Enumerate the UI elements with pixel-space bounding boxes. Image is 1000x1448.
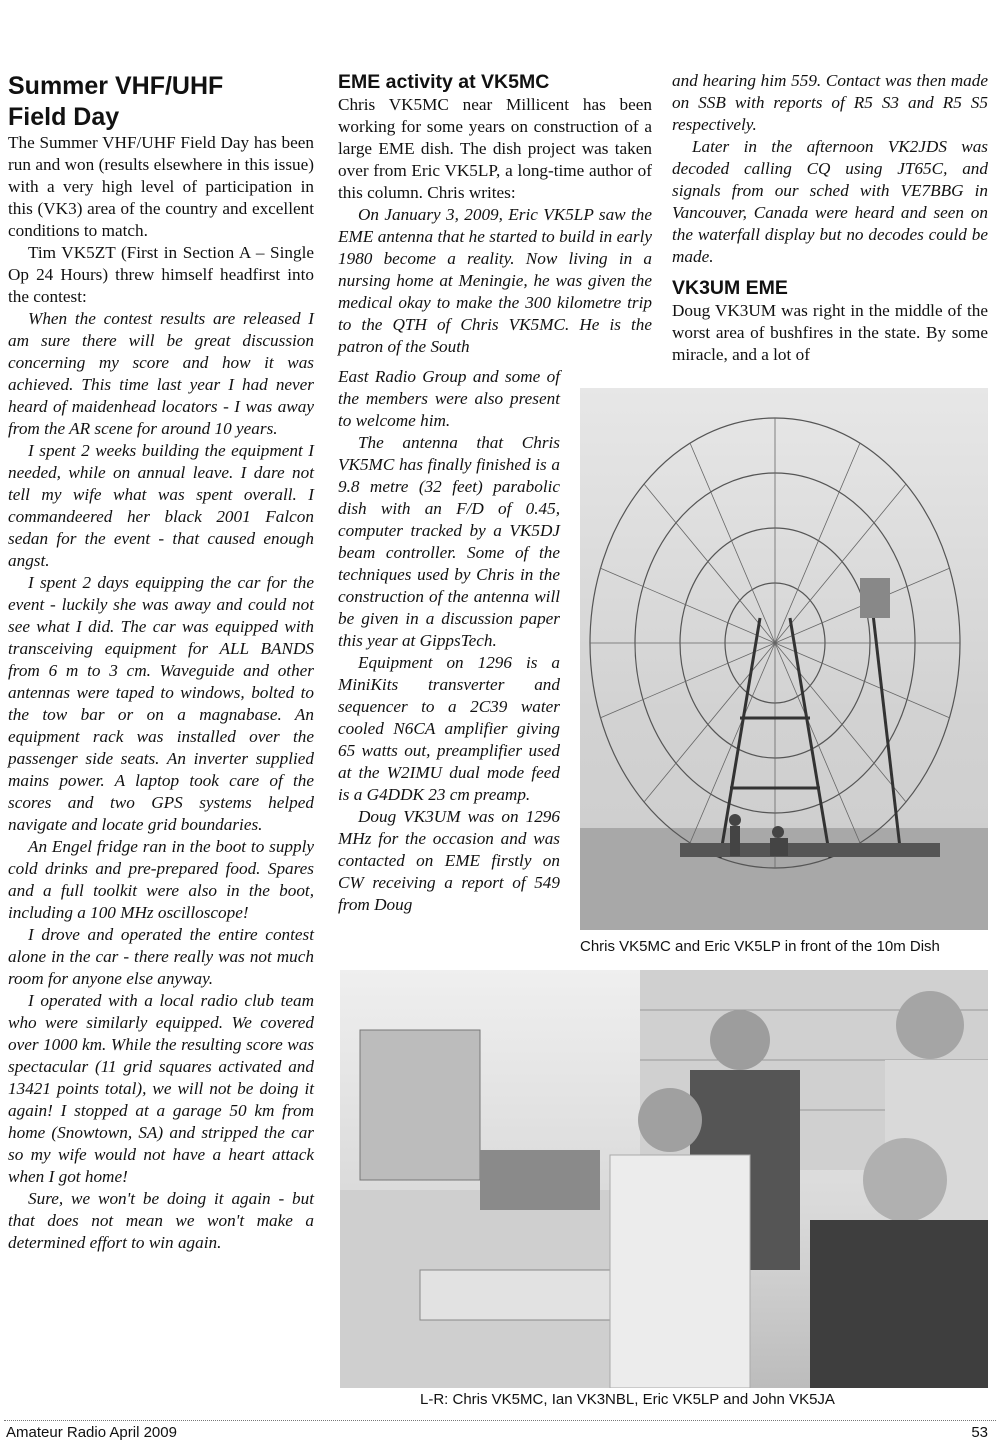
quote-paragraph: East Radio Group and some of the members were also present to welcome him. xyxy=(338,367,560,430)
paragraph: Doug VK3UM was right in the middle of the worst area of bushfires in the state. By some miracle, and a lot of xyxy=(672,301,988,364)
group-illustration xyxy=(340,970,988,1388)
group-photo-caption: L-R: Chris VK5MC, Ian VK3NBL, Eric VK5LP and John VK5JA xyxy=(420,1391,835,1408)
article-field-day xyxy=(8,70,314,1254)
quote-paragraph: An Engel fridge ran in the boot to supply cold drinks and pre-prepared food. Spares and a full toolkit were also in the boot, including a 100 MHz oscilloscope! xyxy=(8,837,314,922)
quote-paragraph: When the contest results are released I am sure there will be great discussion concerning my score and how it was achieved. This time last year I had never heard of maidenhead locators - I was away from the AR scene for around 10 years. xyxy=(8,309,314,438)
article-title: VK3UM EME xyxy=(672,277,788,299)
quote-paragraph: On January 3, 2009, Eric VK5LP saw the EME antenna that he started to build in early 1980 become a reality. Now living in a nursing home at Meningie, he was given the medical okay to make the 300 kilometre trip to the QTH of Chris VK5MC. He is the patron of the South xyxy=(338,205,652,356)
article-title: EME activity at VK5MC xyxy=(338,71,550,93)
quote-paragraph: and hearing him 559. Contact was then made on SSB with reports of R5 S3 and R5 S5 respectively. xyxy=(672,71,988,134)
quote-paragraph: Doug VK3UM was on 1296 MHz for the occasion and was contacted on EME firstly on CW receiving a report of 549 from Doug xyxy=(338,807,560,914)
quote-paragraph: The antenna that Chris VK5MC has finally finished is a 9.8 metre (32 feet) parabolic dish with an F/D of 0.45, computer tracked by a VK5DJ beam controller. Some of the techniques used by Chris in the construction of the antenna will be given in a discussion paper this year at GippsTech. xyxy=(338,433,560,650)
footer-divider xyxy=(4,1420,996,1421)
group-photo xyxy=(340,970,988,1388)
dish-photo xyxy=(580,388,988,930)
quote-paragraph: I drove and operated the entire contest alone in the car - there really was not much room for anyone else anyway. xyxy=(8,925,314,988)
paragraph: Chris VK5MC near Millicent has been working for some years on construction of a large EME dish. The dish project was taken over from Eric VK5LP, a long-time author of this column. Chris writes: xyxy=(338,95,652,202)
page-number: 53 xyxy=(971,1424,988,1441)
paragraph: Tim VK5ZT (First in Section A – Single Op 24 Hours) threw himself headfirst into the contest: xyxy=(8,243,314,306)
article-eme-activity xyxy=(338,70,652,358)
article-column-3 xyxy=(672,70,988,366)
quote-paragraph: Later in the afternoon VK2JDS was decoded calling CQ using JT65C, and signals from our sched with VE7BBG in Vancouver, Canada were heard and seen on the waterfall display but no decodes could be made. xyxy=(672,137,988,266)
quote-paragraph: Equipment on 1296 is a MiniKits transverter and sequencer to a 2C39 water cooled N6CA amplifier giving 65 watts out, preamplifier used at the W2IMU dual mode feed is a G4DDK 23 cm preamp. xyxy=(338,653,560,804)
paragraph: The Summer VHF/UHF Field Day has been run and won (results elsewhere in this issue) with a very high level of participation in this (VK3) area of the country and excellent conditions to match. xyxy=(8,133,314,240)
quote-paragraph: I operated with a local radio club team who were similarly equipped. We covered over 1000 km. While the resulting score was spectacular (11 grid squares activated and 13421 points total), we will not be doing it again! I stopped at a garage 50 km from home (Snowtown, SA) and stripped the car so my wife would not have a heart attack when I got home! xyxy=(8,991,314,1186)
dish-photo-caption: Chris VK5MC and Eric VK5LP in front of the 10m Dish xyxy=(580,938,940,955)
quote-paragraph: I spent 2 weeks building the equipment I needed, while on annual leave. I dare not tell my wife what was spent overall. I commandeered her black 2001 Falcon sedan for the event - that caused enough angst. xyxy=(8,441,314,570)
dish-illustration xyxy=(580,388,988,930)
quote-paragraph: Sure, we won't be doing it again - but that does not mean we won't make a determined effort to win again. xyxy=(8,1189,314,1252)
article-title-line2: Field Day xyxy=(8,103,120,131)
article-title-line1: Summer VHF/UHF xyxy=(8,72,224,100)
article-eme-activity-continued xyxy=(338,366,560,916)
quote-paragraph: I spent 2 days equipping the car for the event - luckily she was away and could not see what I did. The car was equipped with transceiving equipment for ALL BANDS from 6 m to 3 cm. Waveguide and other antennas were taped to windows, bolted to the tow bar or on a magnabase. An equipment rack was installed over the passenger side seats. An inverter supplied mains power. A laptop took care of the scores and two GPS systems helped navigate and locate grid boundaries. xyxy=(8,573,314,834)
footer-publication: Amateur Radio April 2009 xyxy=(6,1424,177,1441)
